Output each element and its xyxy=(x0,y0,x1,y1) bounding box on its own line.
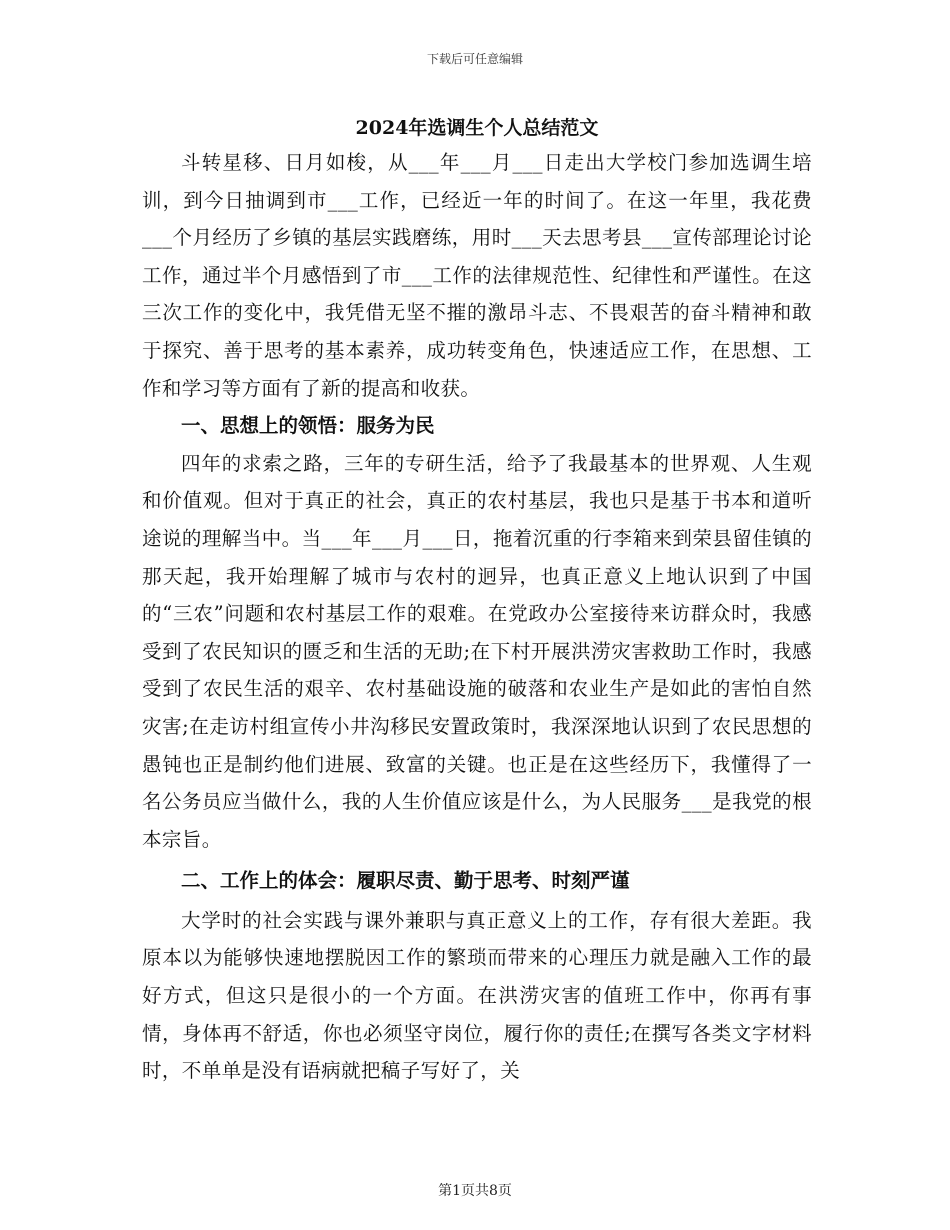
section-2-heading: 二、工作上的体会：履职尽责、勤于思考、时刻严谨 xyxy=(181,869,630,893)
section-1-heading: 一、思想上的领悟：服务为民 xyxy=(181,414,435,438)
section-1-paragraph: 四年的求索之路，三年的专研生活，给予了我最基本的世界观、人生观和价值观。但对于真正的社会，真正的农村基层，我也只是基于书本和道听途说的理解当中。当___年___月___日，拖着沉重的行李箱来到荣县留佳镇的那天起，我开始理解了城市与农村的迥异，也真正意义上地认识到了中国的“三农”问题和农村基层工作的艰难。在党政办公室接待来访群众时，我感受到了农民知识的匮乏和生活的无助;在下村开展洪涝灾害救助工作时，我感受到了农民生活的艰辛、农村基础设施的破落和农业生产是如此的害怕自然灾害;在走访村组宣传小井沟移民安置政策时，我深深地认识到了农民思想的愚钝也正是制约他们进展、致富的关键。也正是在这些经历下，我懂得了一名公务员应当做什么，我的人生价值应该是什么，为人民服务___是我党的根本宗旨。 xyxy=(142,451,812,851)
page-header: 下载后可任意编辑 xyxy=(426,52,523,66)
section-2-paragraph: 大学时的社会实践与课外兼职与真正意义上的工作，存有很大差距。我原本以为能够快速地摆脱因工作的繁琐而带来的心理压力就是融入工作的最好方式，但这只是很小的一个方面。在洪涝灾害的值班工作中，你再有事情，身体再不舒适，你也必须坚守岗位，履行你的责任;在撰写各类文字材料时，不单单是没有语病就把稿子写好了，关 xyxy=(142,908,812,1083)
document-title: 2024年选调生个人总结范文 xyxy=(355,117,599,139)
document-body xyxy=(142,112,812,1090)
page-number: 第1页共8页 xyxy=(438,1183,512,1199)
intro-paragraph: 斗转星移、日月如梭，从___年___月___日走出大学校门参加选调生培训，到今日抽调到市___工作，已经近一年的时间了。在这一年里，我花费___个月经历了乡镇的基层实践磨练，用时___天去思考县___宣传部理论讨论工作，通过半个月感悟到了市___工作的法律规范性、纪律性和严谨性。在这三次工作的变化中，我凭借无坚不摧的激昂斗志、不畏艰苦的奋斗精神和敢于探究、善于思考的基本素养，成功转变角色，快速适应工作，在思想、工作和学习等方面有了新的提高和收获。 xyxy=(142,151,812,400)
